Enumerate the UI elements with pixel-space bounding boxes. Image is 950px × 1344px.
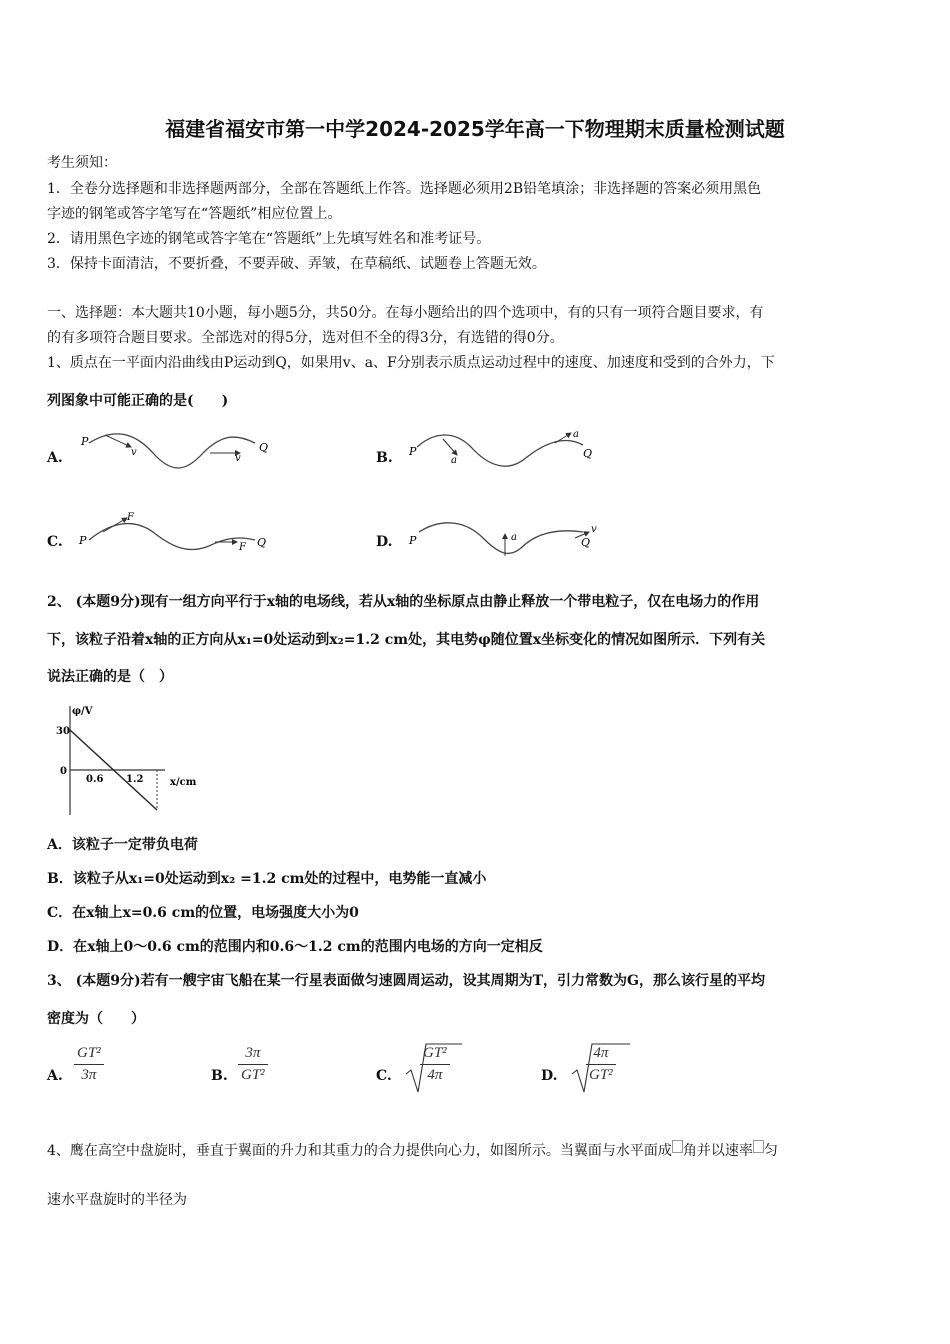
- q1-figure-a: [75, 425, 275, 480]
- y-axis-label: φ/V: [72, 706, 93, 717]
- numerator: GT²: [77, 1045, 101, 1061]
- q3-option-d-label: D.: [541, 1068, 558, 1084]
- label-p: P: [409, 445, 417, 458]
- q2-potential-chart: [50, 700, 230, 820]
- q1-text: 列图象中可能正确的是( ): [47, 393, 229, 409]
- notice-item: 3．保持卡面清洁，不要折叠，不要弄破、弄皱，在草稿纸、试题卷上答题无效。: [47, 256, 546, 272]
- q3-text: 密度为（ ）: [47, 1011, 145, 1027]
- label-q: Q: [583, 447, 593, 460]
- label-q: Q: [257, 536, 267, 549]
- q1-text: 1、质点在一平面内沿曲线由P运动到Q，如果用v、a、F分别表示质点运动过程中的速度、加速度和受到的合外力，下: [47, 355, 775, 371]
- q3-option-a-formula: [74, 1045, 104, 1084]
- q1-figure-b: [405, 425, 605, 480]
- q3-option-d-formula: [586, 1045, 616, 1084]
- label-p: P: [79, 534, 87, 547]
- q3-text: 3、 (本题9分)若有一艘宇宙飞船在某一行星表面做匀速圆周运动，设其周期为T，引力常数为G，那么该行星的平均: [47, 973, 765, 989]
- label-f: F: [239, 542, 246, 553]
- numerator: GT²: [423, 1045, 447, 1061]
- q3-option-c-formula: [420, 1045, 450, 1084]
- notice-item: 1．全卷分选择题和非选择题两部分，全部在答题纸上作答。选择题必须用2B铅笔填涂；非选择题的答案必须用黑色: [47, 181, 762, 197]
- notice-item: 2．请用黑色字迹的钢笔或答字笔在“答题纸”上先填写姓名和准考证号。: [47, 231, 491, 247]
- x-tick-0.6: 0.6: [86, 774, 104, 785]
- label-p: P: [81, 435, 89, 448]
- label-a: a: [451, 455, 457, 466]
- y-tick-0: 0: [60, 766, 67, 777]
- q4-text-part: 角并以速率: [682, 1143, 753, 1159]
- q1-figure-c: [75, 508, 275, 563]
- label-q: Q: [259, 441, 269, 454]
- q4-text: 速水平盘旋时的半径为: [47, 1192, 187, 1208]
- notice-item: 字迹的钢笔或答字笔写在“答题纸”相应位置上。: [47, 206, 342, 222]
- numerator: 3π: [245, 1045, 261, 1061]
- label-a: a: [511, 532, 517, 543]
- q2-option-a: A．该粒子一定带负电荷: [47, 837, 198, 853]
- label-p: P: [409, 534, 417, 547]
- missing-glyph-icon: [672, 1140, 683, 1153]
- q1-option-b: B.: [376, 450, 393, 466]
- q4-text-part: 4、鹰在高空中盘旋时，垂直于翼面的升力和其重力的合力提供向心力，如图所示。当翼面与水平面成: [47, 1143, 672, 1159]
- denominator: GT²: [589, 1067, 613, 1083]
- label-v: v: [235, 453, 241, 464]
- q2-text: 2、 (本题9分)现有一组方向平行于x轴的电场线，若从x轴的坐标原点由静止释放一个带电粒子，仅在电场力的作用: [47, 594, 760, 610]
- q2-text: 下，该粒子沿着x轴的正方向从x₁=0处运动到x₂=1.2 cm处，其电势φ随位置x坐标变化的情况如图所示．下列有关: [47, 632, 766, 648]
- q3-option-b-label: B.: [211, 1068, 228, 1084]
- x-tick-1.2: 1.2: [126, 774, 144, 785]
- label-v: v: [591, 524, 597, 535]
- x-axis-label: x/cm: [170, 777, 197, 788]
- section-intro: 一、选择题：本大题共10小题，每小题5分，共50分。在每小题给出的四个选项中，有的只有一项符合题目要求，有: [47, 305, 764, 321]
- q4-text: [47, 1140, 778, 1160]
- q1-option-a: A.: [47, 450, 63, 466]
- q4-text-part: 匀: [763, 1143, 778, 1159]
- denominator: GT²: [241, 1067, 265, 1083]
- q2-option-d: D．在x轴上0～0.6 cm的范围内和0.6～1.2 cm的范围内电场的方向一定相反: [47, 939, 543, 955]
- q3-option-b-formula: [238, 1045, 268, 1084]
- label-f: F: [127, 512, 134, 523]
- q2-option-c: C．在x轴上x=0.6 cm的位置，电场强度大小为0: [47, 905, 359, 921]
- y-tick-30: 30: [56, 726, 70, 737]
- q2-text: 说法正确的是（ ）: [47, 669, 173, 685]
- q2-option-b: B．该粒子从x₁=0处运动到x₂ =1.2 cm处的过程中，电势能一直减小: [47, 871, 487, 887]
- label-q: Q: [581, 536, 591, 549]
- q1-option-c: C.: [47, 534, 63, 550]
- denominator: 4π: [427, 1067, 443, 1083]
- missing-glyph-icon: [753, 1140, 764, 1153]
- q3-option-c-label: C.: [376, 1068, 392, 1084]
- q1-figure-d: [405, 508, 605, 563]
- label-v: v: [131, 447, 137, 458]
- label-a: a: [573, 429, 579, 440]
- section-intro: 的有多项符合题目要求。全部选对的得5分，选对但不全的得3分，有选错的得0分。: [47, 330, 564, 346]
- denominator: 3π: [81, 1067, 97, 1083]
- q1-option-d: D.: [376, 534, 393, 550]
- notice-heading: 考生须知：: [47, 155, 117, 171]
- page-title: 福建省福安市第一中学2024-2025学年高一下物理期末质量检测试题: [165, 117, 785, 141]
- numerator: 4π: [593, 1045, 609, 1061]
- q3-option-a-label: A.: [47, 1068, 63, 1084]
